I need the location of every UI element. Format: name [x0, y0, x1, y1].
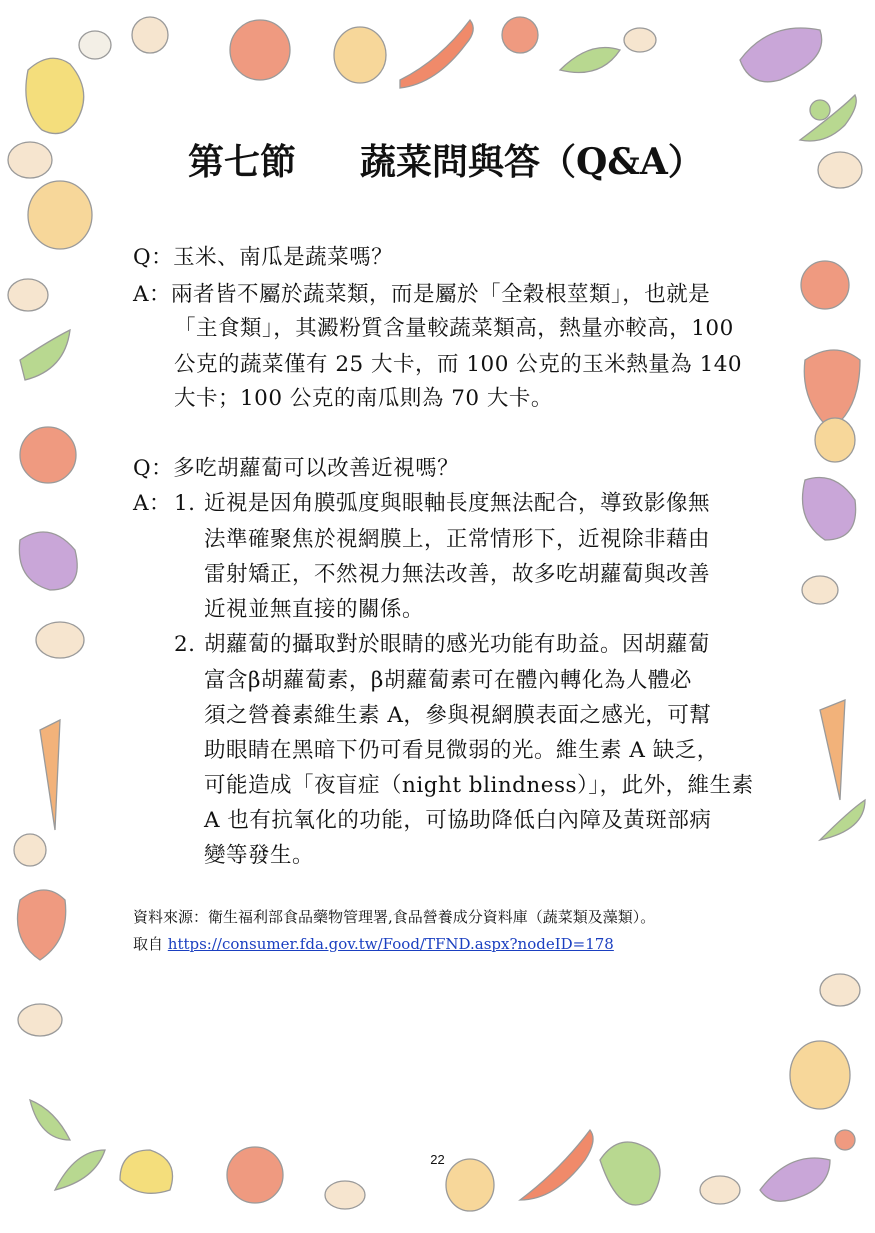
answer-line: 胡蘿蔔的攝取對於眼睛的感光功能有助益。因胡蘿蔔: [204, 632, 711, 657]
answer-line: A 也有抗氧化的功能，可協助降低白內障及黃斑部病: [204, 808, 712, 833]
source-text: 資料來源：衛生福利部食品藥物管理署,食品營養成分資料庫（蔬菜類及藻類）。: [133, 908, 656, 926]
onion-icon: [815, 418, 855, 462]
source-link-line: [133, 932, 614, 956]
question-text: Q：多吃胡蘿蔔可以改善近視嗎？: [133, 456, 460, 481]
eggplant-icon: [803, 478, 856, 541]
tomato-icon: [20, 427, 76, 483]
answer-line: 須之營養素維生素 A，參與視網膜表面之感光，可幫: [204, 703, 712, 728]
section-title: [0, 130, 875, 190]
answer-line: A：兩者皆不屬於蔬菜類，而是屬於「全穀根莖類」，也就是: [133, 282, 711, 307]
mushroom-icon: [325, 1181, 365, 1209]
bean-icon: [835, 1130, 855, 1150]
leaf-icon: [560, 48, 620, 73]
list-number: 2.: [174, 632, 196, 657]
answer-line: 近視並無直接的關係。: [204, 597, 425, 622]
radish-icon: [18, 890, 66, 960]
right-border: [790, 152, 865, 1150]
onion-icon: [334, 27, 386, 83]
eggplant-icon: [740, 28, 822, 82]
answer-line: 近視是因角膜弧度與眼軸長度無法配合，導致影像無: [204, 491, 711, 516]
answer-line: 法準確聚焦於視網膜上，正常情形下，近視除非藉由: [204, 527, 711, 552]
answer-line: 大卡；100 公克的南瓜則為 70 大卡。: [174, 386, 553, 411]
mushroom-icon: [36, 622, 84, 658]
top-border: [26, 17, 856, 141]
mushroom-icon: [132, 17, 168, 53]
answer-line: 變等發生。: [204, 843, 315, 868]
list-number: 1.: [174, 491, 196, 516]
onion-icon: [790, 1041, 850, 1109]
mushroom-icon: [8, 279, 48, 311]
bean-icon: [810, 100, 830, 120]
mushroom-icon: [820, 974, 860, 1006]
answer-line: 富含β胡蘿蔔素，β胡蘿蔔素可在體內轉化為人體必: [204, 668, 692, 693]
left-border: [8, 142, 92, 1140]
mushroom-icon: [14, 834, 46, 866]
onion-icon: [28, 181, 92, 249]
answer-line: 「主食類」，其澱粉質含量較蔬菜類高，熱量亦較高，100: [174, 316, 734, 341]
mushroom-icon: [700, 1176, 740, 1204]
mushroom-icon: [624, 28, 656, 52]
carrot-icon: [820, 700, 845, 800]
carrot-icon: [40, 720, 60, 830]
bottom-border: [55, 1130, 830, 1211]
source-link[interactable]: https://consumer.fda.gov.tw/Food/TFND.aspx?nodeID=178: [167, 935, 614, 953]
tomato-icon: [801, 261, 849, 309]
answer-line: 助眼睛在黑暗下仍可看見微弱的光。維生素 A 缺乏，: [204, 738, 719, 763]
answer-line: 雷射矯正，不然視力無法改善，故多吃胡蘿蔔與改善: [204, 562, 711, 587]
tomato-icon: [230, 20, 290, 80]
answer-line: 公克的蔬菜僅有 25 大卡，而 100 公克的玉米熱量為 140: [174, 352, 743, 377]
eggplant-icon: [19, 532, 77, 590]
page-number: 22: [430, 1152, 445, 1167]
section-heading: 蔬菜問與答（Q&A）: [360, 141, 704, 183]
chili-icon: [30, 1100, 70, 1140]
answer-line: 可能造成「夜盲症（night blindness）」，此外，維生素: [204, 773, 754, 798]
source-prefix: 取自: [133, 935, 168, 953]
chili-icon: [400, 20, 473, 88]
tomato-icon: [502, 17, 538, 53]
mushroom-icon: [802, 576, 838, 604]
yellow-pepper-icon: [26, 58, 84, 133]
chili-icon: [820, 800, 865, 840]
question-text: Q：玉米、南瓜是蔬菜嗎？: [133, 245, 394, 270]
answer-prefix: A：: [133, 491, 172, 516]
chili-icon: [20, 330, 70, 380]
section-number: 第七節: [188, 141, 297, 183]
mushroom-icon: [18, 1004, 62, 1036]
garlic-icon: [79, 31, 111, 59]
